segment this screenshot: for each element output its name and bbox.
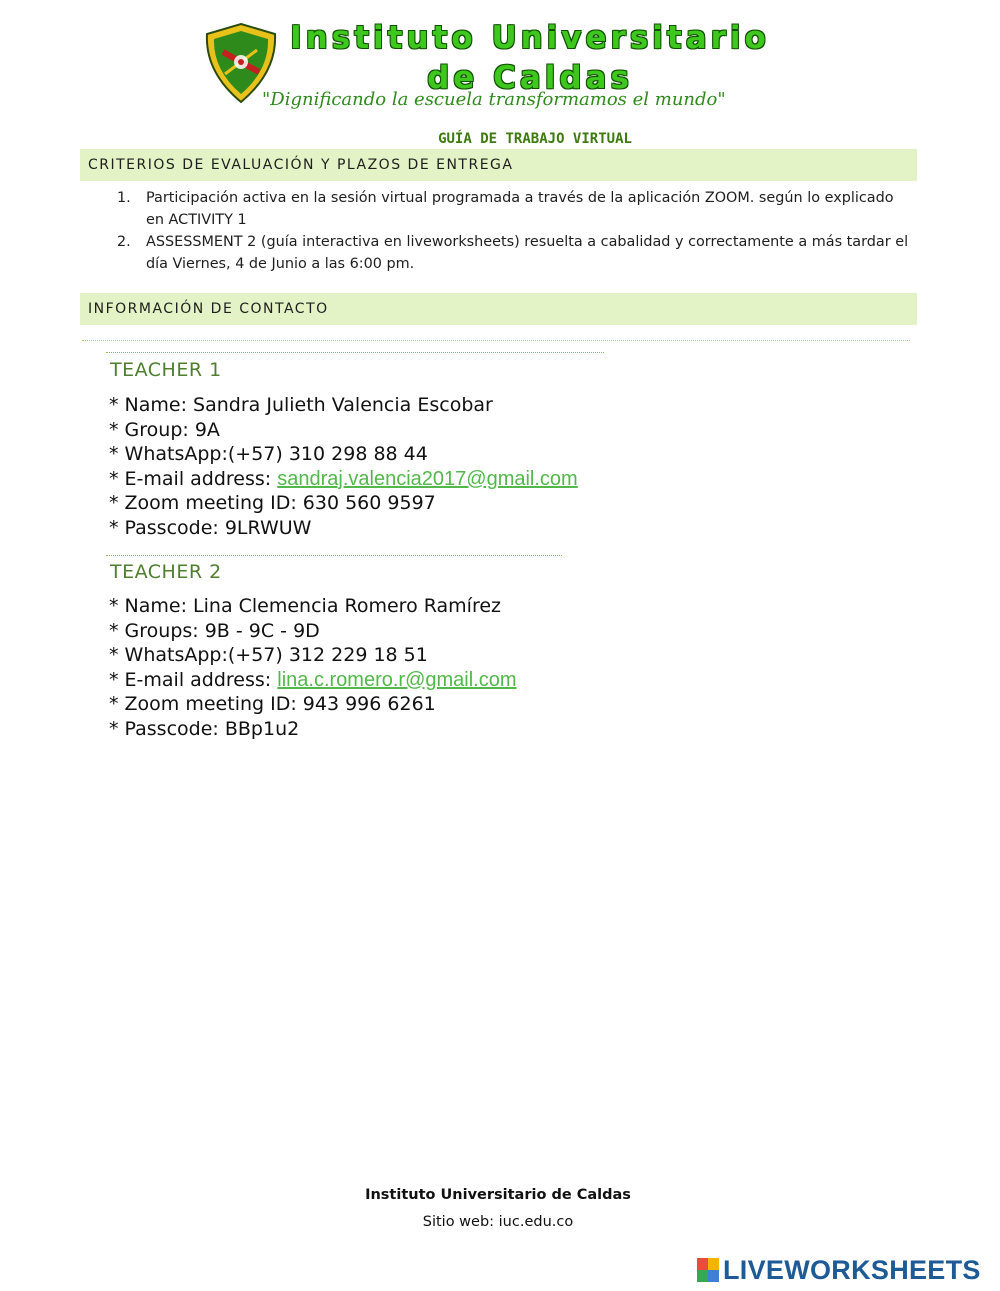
criteria-number: 2. [117,234,131,250]
teacher1-info [109,393,669,541]
guide-title: GUÍA DE TRABAJO VIRTUAL [438,131,632,147]
criteria-text: Participación activa en la sesión virtual programada a través de la aplicación ZOOM. según lo explicado en ACTIVITY 1 [146,190,894,228]
teacher2-email-label: * E-mail address: [109,668,278,691]
divider [82,340,910,341]
teacher2-zoom-id: * Zoom meeting ID: 943 996 6261 [109,693,436,716]
teacher2-name: * Name: Lina Clemencia Romero Ramírez [109,595,502,617]
teacher1-name: * Name: Sandra Julieth Valencia Escobar [109,394,493,416]
teacher1-heading: TEACHER 1 [110,359,222,381]
liveworksheets-logo[interactable] [697,1255,981,1285]
divider [106,555,562,556]
liveworksheets-brand-text: LIVEWORKSHEETS [723,1254,981,1285]
liveworksheets-icon [697,1258,719,1282]
teacher2-email-row [109,668,669,693]
teacher2-group: * Groups: 9B - 9C - 9D [109,619,320,642]
criteria-item [115,231,915,275]
criteria-number: 1. [117,190,131,206]
criteria-item [115,187,915,231]
teacher2-whatsapp: * WhatsApp:(+57) 312 229 18 51 [109,644,428,667]
school-motto: "Dignificando la escuela transformamos el mundo" [262,89,726,110]
criteria-text: ASSESSMENT 2 (guía interactiva en liveworksheets) resuelta a cabalidad y correctamente a más tardar el día Viernes, 4 de Junio a las 6:00 pm. [146,234,909,272]
teacher1-zoom-id: * Zoom meeting ID: 630 560 9597 [109,492,436,515]
criteria-section-header: CRITERIOS DE EVALUACIÓN Y PLAZOS DE ENTREGA [80,149,917,181]
footer-website: Sitio web: iuc.edu.co [422,1214,574,1230]
teacher2-info [109,594,669,742]
teacher2-email-link[interactable]: lina.c.romero.r@gmail.com [277,668,517,691]
teacher1-email-row [109,467,669,492]
teacher2-passcode: * Passcode: BBp1u2 [109,717,300,740]
criteria-list [115,187,915,275]
contact-section-header: INFORMACIÓN DE CONTACTO [80,293,917,325]
teacher1-whatsapp: * WhatsApp:(+57) 310 298 88 44 [109,443,428,466]
teacher1-email-link[interactable]: sandraj.valencia2017@gmail.com [277,467,578,490]
teacher1-email-label: * E-mail address: [109,467,278,490]
school-name-title: Instituto Universitario de Caldas [290,20,770,96]
footer-school-name: Instituto Universitario de Caldas [365,1187,631,1203]
teacher1-passcode: * Passcode: 9LRWUW [109,516,312,539]
divider [106,352,604,353]
teacher2-heading: TEACHER 2 [110,561,222,583]
teacher1-group: * Group: 9A [109,418,220,441]
